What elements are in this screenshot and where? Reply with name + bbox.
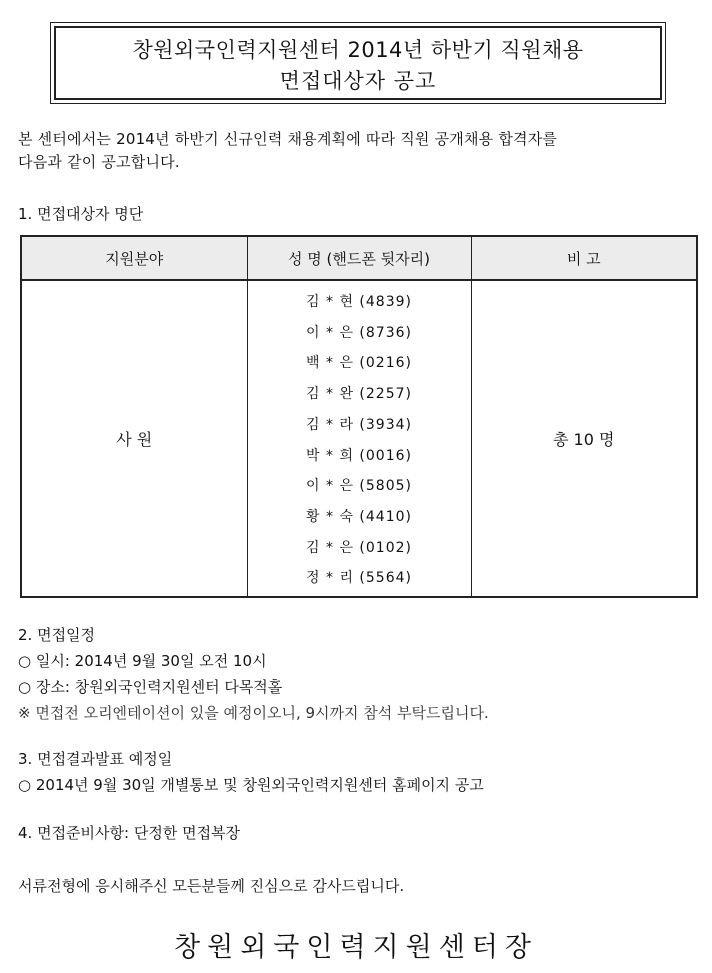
candidate-name: 박 * 희 (0016) — [306, 447, 412, 464]
candidate-name: 김 * 현 (4839) — [306, 294, 412, 311]
candidate-name: 김 * 완 (2257) — [306, 386, 412, 403]
interview-candidates-table — [20, 235, 698, 598]
candidate-name: 백 * 은 (0216) — [306, 355, 412, 372]
field-cell: 사 원 — [21, 280, 247, 597]
candidate-name: 황 * 숙 (4410) — [306, 508, 412, 525]
page-title: 창원외국인력지원센터 2014년 하반기 직원채용 — [132, 38, 584, 62]
names-cell — [247, 280, 471, 597]
thanks-message: 서류전형에 응시해주신 모든분들께 진심으로 감사드립니다. — [18, 877, 405, 895]
intro-paragraph — [18, 128, 702, 174]
title-box — [50, 22, 666, 104]
candidate-name: 이 * 은 (5805) — [306, 478, 412, 495]
orientation-note: ※ 면접전 오리엔테이션이 있을 예정이오니, 9시까지 참석 부탁드립니다. — [18, 704, 489, 722]
candidate-name: 이 * 은 (8736) — [306, 324, 412, 341]
section-3-heading: 3. 면접결과발표 예정일 — [18, 750, 173, 768]
closing-signature: 창원외국인력지원센터장 — [174, 932, 538, 963]
page-subtitle: 면접대상자 공고 — [279, 69, 437, 93]
intro-line-2: 다음과 같이 공고합니다. — [18, 153, 180, 171]
candidate-name: 정 * 리 (5564) — [306, 570, 412, 587]
section-4-heading: 4. 면접준비사항: 단정한 면접복장 — [18, 824, 241, 842]
candidate-name: 김 * 은 (0102) — [306, 539, 412, 556]
remark-cell: 총 10 명 — [471, 280, 697, 597]
header-field: 지원분야 — [21, 236, 247, 280]
table-row — [21, 280, 697, 597]
header-remark: 비 고 — [471, 236, 697, 280]
result-announcement: ○ 2014년 9월 30일 개별통보 및 창원외국인력지원센터 홈페이지 공고 — [18, 776, 484, 794]
candidate-name: 김 * 라 (3934) — [306, 416, 412, 433]
section-2-heading: 2. 면접일정 — [18, 626, 96, 644]
header-name: 성 명 (핸드폰 뒷자리) — [247, 236, 471, 280]
intro-line-1: 본 센터에서는 2014년 하반기 신규인력 채용계획에 따라 직원 공개채용 합격자를 — [18, 130, 558, 148]
interview-date: ○ 일시: 2014년 9월 30일 오전 10시 — [18, 652, 267, 670]
section-1-heading: 1. 면접대상자 명단 — [18, 205, 144, 223]
interview-place: ○ 장소: 창원외국인력지원센터 다목적홀 — [18, 678, 283, 696]
table-header-row — [21, 236, 697, 280]
